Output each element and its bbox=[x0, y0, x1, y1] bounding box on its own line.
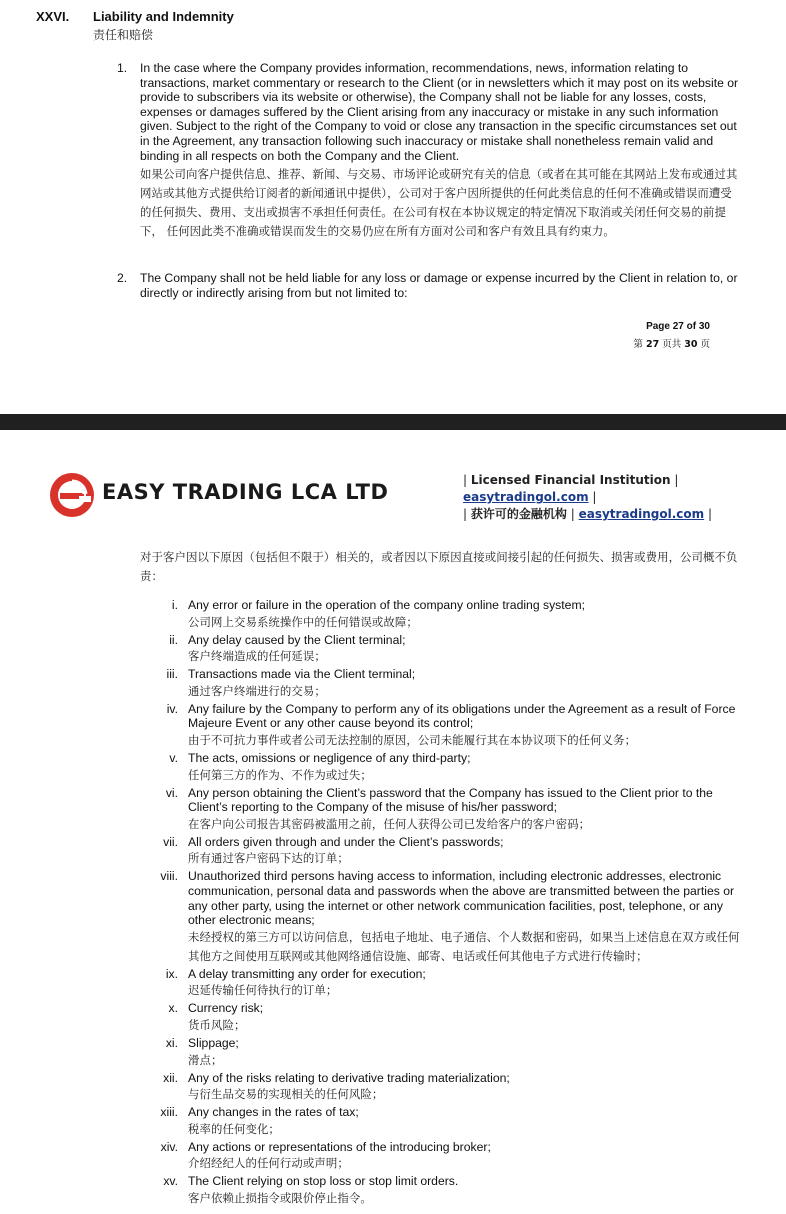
list-item-number: viii. bbox=[160, 869, 178, 884]
list-item-text-cn: 在客户向公司报告其密码被滥用之前，任何人获得公司已发给客户的客户密码； bbox=[188, 816, 591, 831]
list-item-text-cn: 介绍经纪人的任何行动或声明； bbox=[188, 1156, 349, 1171]
list-item-text-en: Transactions made via the Client terminal; bbox=[188, 667, 416, 682]
list-item bbox=[140, 633, 744, 667]
list-item-number: vii. bbox=[163, 834, 178, 849]
list-item-text-en: Any of the risks relating to derivative trading materialization; bbox=[188, 1070, 510, 1085]
list-item-text-en: A delay transmitting any order for execution; bbox=[188, 966, 426, 981]
clause-text-cn: 如果公司向客户提供信息、推荐、新闻、与交易、市场评论或研究有关的信息（或者在其可能在其网站上发布或通过其网站或其他方式提供给订阅者的新闻通讯中提供），公司对于客户因所提供的任何此类信息的任何不准确或错误而遭受的任何损失、费用、支出或损害不承担任何责任。在公司有权在本协议规定的特定情况下取消或关闭任何交易的前提下， 任何因此类不准确或错误而发生的交易仍应在所有方面对公司和客户有效且具有约束力。 bbox=[140, 167, 738, 239]
list-item-number: xiv. bbox=[160, 1139, 178, 1154]
section-title: Liability and Indemnity bbox=[93, 9, 234, 24]
list-item-text-cn: 任何第三方的作为、不作为或过失； bbox=[188, 767, 372, 782]
list-item-text-en: Currency risk; bbox=[188, 1001, 264, 1016]
list-item-text-cn: 未经授权的第三方可以访问信息，包括电子地址、电子通信、个人数据和密码，如果当上述信息在双方或任何其他方之间使用互联网或其他网络通信设施、邮寄、电话或任何其他电子方式进行传输时； bbox=[188, 929, 740, 963]
list-item bbox=[140, 1174, 744, 1208]
list-item bbox=[140, 869, 744, 965]
list-item-number: xiii. bbox=[160, 1105, 178, 1120]
clause-item bbox=[117, 61, 742, 241]
list-item-number: x. bbox=[168, 1001, 178, 1016]
page-number-footer bbox=[580, 321, 710, 350]
list-item-text-en: Any actions or representations of the introducing broker; bbox=[188, 1139, 491, 1154]
list-item-text-en: Any error or failure in the operation of the company online trading system; bbox=[188, 598, 585, 612]
license-header: | Licensed Financial Institution | easytradingol.com | | 获许可的金融机构 | easytradingol.com | bbox=[463, 473, 713, 521]
list-item-text-cn: 通过客户终端进行的交易； bbox=[188, 683, 326, 698]
company-logo-icon bbox=[48, 472, 96, 518]
document-page-27 bbox=[0, 0, 786, 414]
clause-item bbox=[117, 271, 742, 300]
list-item-text-en: Any person obtaining the Client’s password that the Company has issued to the Client prior to the Client’s reporting to the Company of the misuse of his/her password; bbox=[188, 785, 713, 815]
list-item bbox=[140, 1105, 744, 1139]
list-item-text-en: The Client relying on stop loss or stop limit orders. bbox=[188, 1174, 459, 1189]
list-item-text-en: Unauthorized third persons having access to information, including electronic addresses, electronic communication, personal data and passwords when the above are transmitted between the parties or any other party, using the internet or other network communication facilities, post, telephone, or any other electronic means; bbox=[188, 869, 735, 928]
website-link[interactable]: easytradingol.com bbox=[463, 490, 589, 504]
list-item bbox=[140, 667, 744, 701]
clause-number: 1. bbox=[117, 61, 128, 75]
section-number: XXVI. bbox=[36, 9, 70, 24]
page-number-en: Page 27 of 30 bbox=[646, 321, 710, 332]
list-item-text-cn: 客户终端造成的任何延误； bbox=[188, 649, 326, 664]
list-item-text-cn: 滑点； bbox=[188, 1052, 223, 1067]
list-item-text-cn: 与衍生品交易的实现相关的任何风险； bbox=[188, 1087, 384, 1102]
list-item-text-en: The acts, omissions or negligence of any third-party; bbox=[188, 750, 471, 765]
list-item-number: xv. bbox=[163, 1174, 178, 1189]
list-item-text-cn: 迟延传输任何待执行的订单； bbox=[188, 983, 338, 998]
list-item-number: i. bbox=[171, 598, 178, 612]
list-item bbox=[140, 598, 744, 632]
list-item-text-en: All orders given through and under the Client’s passwords; bbox=[188, 834, 504, 849]
list-item bbox=[140, 751, 744, 785]
document-page-28 bbox=[0, 430, 786, 1214]
list-item-number: v. bbox=[169, 750, 178, 765]
list-item-number: ix. bbox=[165, 966, 178, 981]
section-title-cn: 责任和赔偿 bbox=[93, 28, 154, 42]
clause-text-en: In the case where the Company provides information, recommendations, news, information relating to transactions, market commentary or research to the Client (or in newsletters which it may post on its website or provide to subscribers via its website or otherwise), the Company shall not be liable for any losses, costs, expenses or damages suffered by the Client arising from any inaccuracy or mistake in any such information given. Subject to the right of the Company to void or close any transaction in the specific circumstances set out in the Agreement, any transaction following such inaccuracy or mistake shall nonetheless remain valid and binding in all respects on both the Company and the Client. bbox=[140, 61, 739, 163]
list-item-text-en: Slippage; bbox=[188, 1035, 239, 1050]
list-item-number: xii. bbox=[163, 1070, 178, 1085]
list-item bbox=[140, 1140, 744, 1174]
list-item-text-en: Any changes in the rates of tax; bbox=[188, 1105, 359, 1120]
page-number-cn: 第 27 页共 30 页 bbox=[633, 339, 710, 350]
list-item bbox=[140, 967, 744, 1001]
list-item bbox=[140, 1071, 744, 1105]
list-item bbox=[140, 702, 744, 750]
list-item-text-cn: 货币风险； bbox=[188, 1017, 246, 1032]
list-item-number: iv. bbox=[166, 701, 178, 716]
list-item-number: iii. bbox=[166, 667, 178, 682]
page-separator bbox=[0, 414, 786, 430]
list-item bbox=[140, 1001, 744, 1035]
list-item bbox=[140, 786, 744, 834]
list-item bbox=[140, 1036, 744, 1070]
list-item-number: xi. bbox=[165, 1035, 178, 1050]
website-link-cn[interactable]: easytradingol.com bbox=[578, 507, 705, 521]
clause-text-en: The Company shall not be held liable for any loss or damage or expense incurred by the Client in relation to, or directly or indirectly arising from but not limited to: bbox=[140, 271, 738, 300]
list-item-text-cn: 公司网上交易系统操作中的任何错误或故障； bbox=[188, 614, 418, 629]
list-item-text-cn: 客户依赖止损指令或限价停止指令。 bbox=[188, 1190, 372, 1205]
liability-list bbox=[140, 598, 744, 1209]
list-item-text-en: Any failure by the Company to perform any of its obligations under the Agreement as a result of Force Majeure Event or any other cause beyond its control; bbox=[188, 701, 736, 731]
clause-intro-cn: 对于客户因以下原因（包括但不限于）相关的，或者因以下原因直接或间接引起的任何损失、损害或费用，公司概不负责： bbox=[140, 550, 738, 583]
list-item-text-cn: 税率的任何变化； bbox=[188, 1121, 280, 1136]
list-item-text-en: Any delay caused by the Client terminal; bbox=[188, 632, 406, 647]
list-item bbox=[140, 835, 744, 869]
clause-number: 2. bbox=[117, 271, 128, 285]
list-item-number: vi. bbox=[165, 785, 178, 800]
company-brand-name: EASY TRADING LCA LTD bbox=[102, 480, 389, 504]
list-item-text-cn: 所有通过客户密码下达的订单； bbox=[188, 851, 349, 866]
list-item-text-cn: 由于不可抗力事件或者公司无法控制的原因，公司未能履行其在本协议项下的任何义务； bbox=[188, 732, 637, 747]
list-item-number: ii. bbox=[169, 632, 178, 647]
